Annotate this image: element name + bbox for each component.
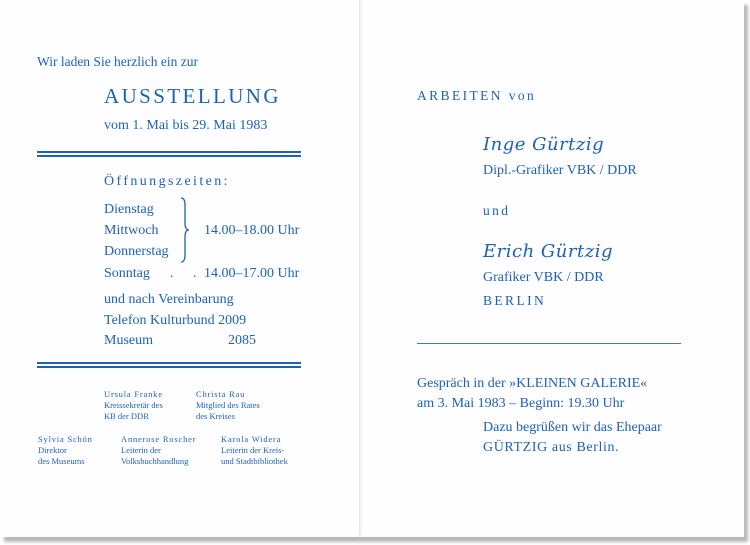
top-double-rule xyxy=(37,151,301,157)
exhibition-title: AUSSTELLUNG xyxy=(104,84,281,108)
signatory-role: Mitglied des Rates xyxy=(196,399,260,410)
weekday-wednesday: Mittwoch xyxy=(104,223,159,238)
signatory-name: Ursula Franke xyxy=(104,389,163,399)
signatory-name: Annerose Roscher xyxy=(121,434,197,444)
museum-number: 2085 xyxy=(228,333,256,348)
date-range: vom 1. Mai bis 29. Mai 1983 xyxy=(104,118,268,133)
sunday-hours: 14.00–17.00 Uhr xyxy=(204,266,300,281)
works-by: ARBEITEN von xyxy=(417,88,537,103)
artist-city: BERLIN xyxy=(483,293,547,308)
opening-hours-heading: Öffnungszeiten: xyxy=(104,174,230,189)
signatory-role: des Museums xyxy=(38,455,85,466)
signatory-name: Christa Rau xyxy=(196,389,246,399)
museum-label: Museum xyxy=(104,333,153,348)
right-page xyxy=(362,0,744,537)
talk-line-2: am 3. Mai 1983 – Beginn: 19.30 Uhr xyxy=(417,396,625,411)
weekday-hours: 14.00–18.00 Uhr xyxy=(204,223,300,238)
phone-kulturbund: Telefon Kulturbund 2009 xyxy=(104,313,247,328)
sunday-label: Sonntag xyxy=(104,266,150,281)
signatory-name: Sylvia Schön xyxy=(38,434,93,444)
signatory-role: KB der DDR xyxy=(104,410,149,421)
signatory-role: Direktor xyxy=(38,444,67,455)
signatory-role: und Stadtbibliothek xyxy=(221,455,288,466)
signatory-role: Volksbuchhandlung xyxy=(121,455,189,466)
signatory xyxy=(38,434,118,467)
welcome-line-1: Dazu begrüßen wir das Ehepaar xyxy=(483,420,662,435)
weekday-tuesday: Dienstag xyxy=(104,202,154,217)
conjunction-und: und xyxy=(483,203,511,218)
welcome-line-2: GÜRTZIG aus Berlin. xyxy=(483,440,620,455)
artist-2-name: Erich Gürtzig xyxy=(483,241,613,262)
artist-2-title: Grafiker VBK / DDR xyxy=(483,270,604,285)
signatory xyxy=(121,434,217,467)
by-arrangement: und nach Vereinbarung xyxy=(104,292,234,307)
signatory-role: Leiterin der xyxy=(121,444,161,455)
signatory-role: Kreissekretär des xyxy=(104,399,163,410)
signatory-role: Leiterin der Kreis- xyxy=(221,444,285,455)
signatory-name: Karola Widera xyxy=(221,434,282,444)
artist-1-title: Dipl.-Grafiker VBK / DDR xyxy=(483,163,637,178)
signatory xyxy=(104,389,192,422)
brace-icon xyxy=(180,197,190,263)
invite-line: Wir laden Sie herzlich ein zur xyxy=(37,54,199,69)
weekday-thursday: Donnerstag xyxy=(104,244,169,259)
left-page xyxy=(0,0,360,537)
sunday-dots: . . xyxy=(170,266,205,281)
talk-line-1: Gespräch in der »KLEINEN GALERIE« xyxy=(417,376,648,391)
divider-rule xyxy=(417,343,681,344)
artist-1-name: Inge Gürtzig xyxy=(483,134,605,155)
signatory-role: des Kreises xyxy=(196,410,235,421)
bottom-double-rule xyxy=(37,362,301,368)
signatory xyxy=(221,434,321,467)
signatory xyxy=(196,389,296,422)
